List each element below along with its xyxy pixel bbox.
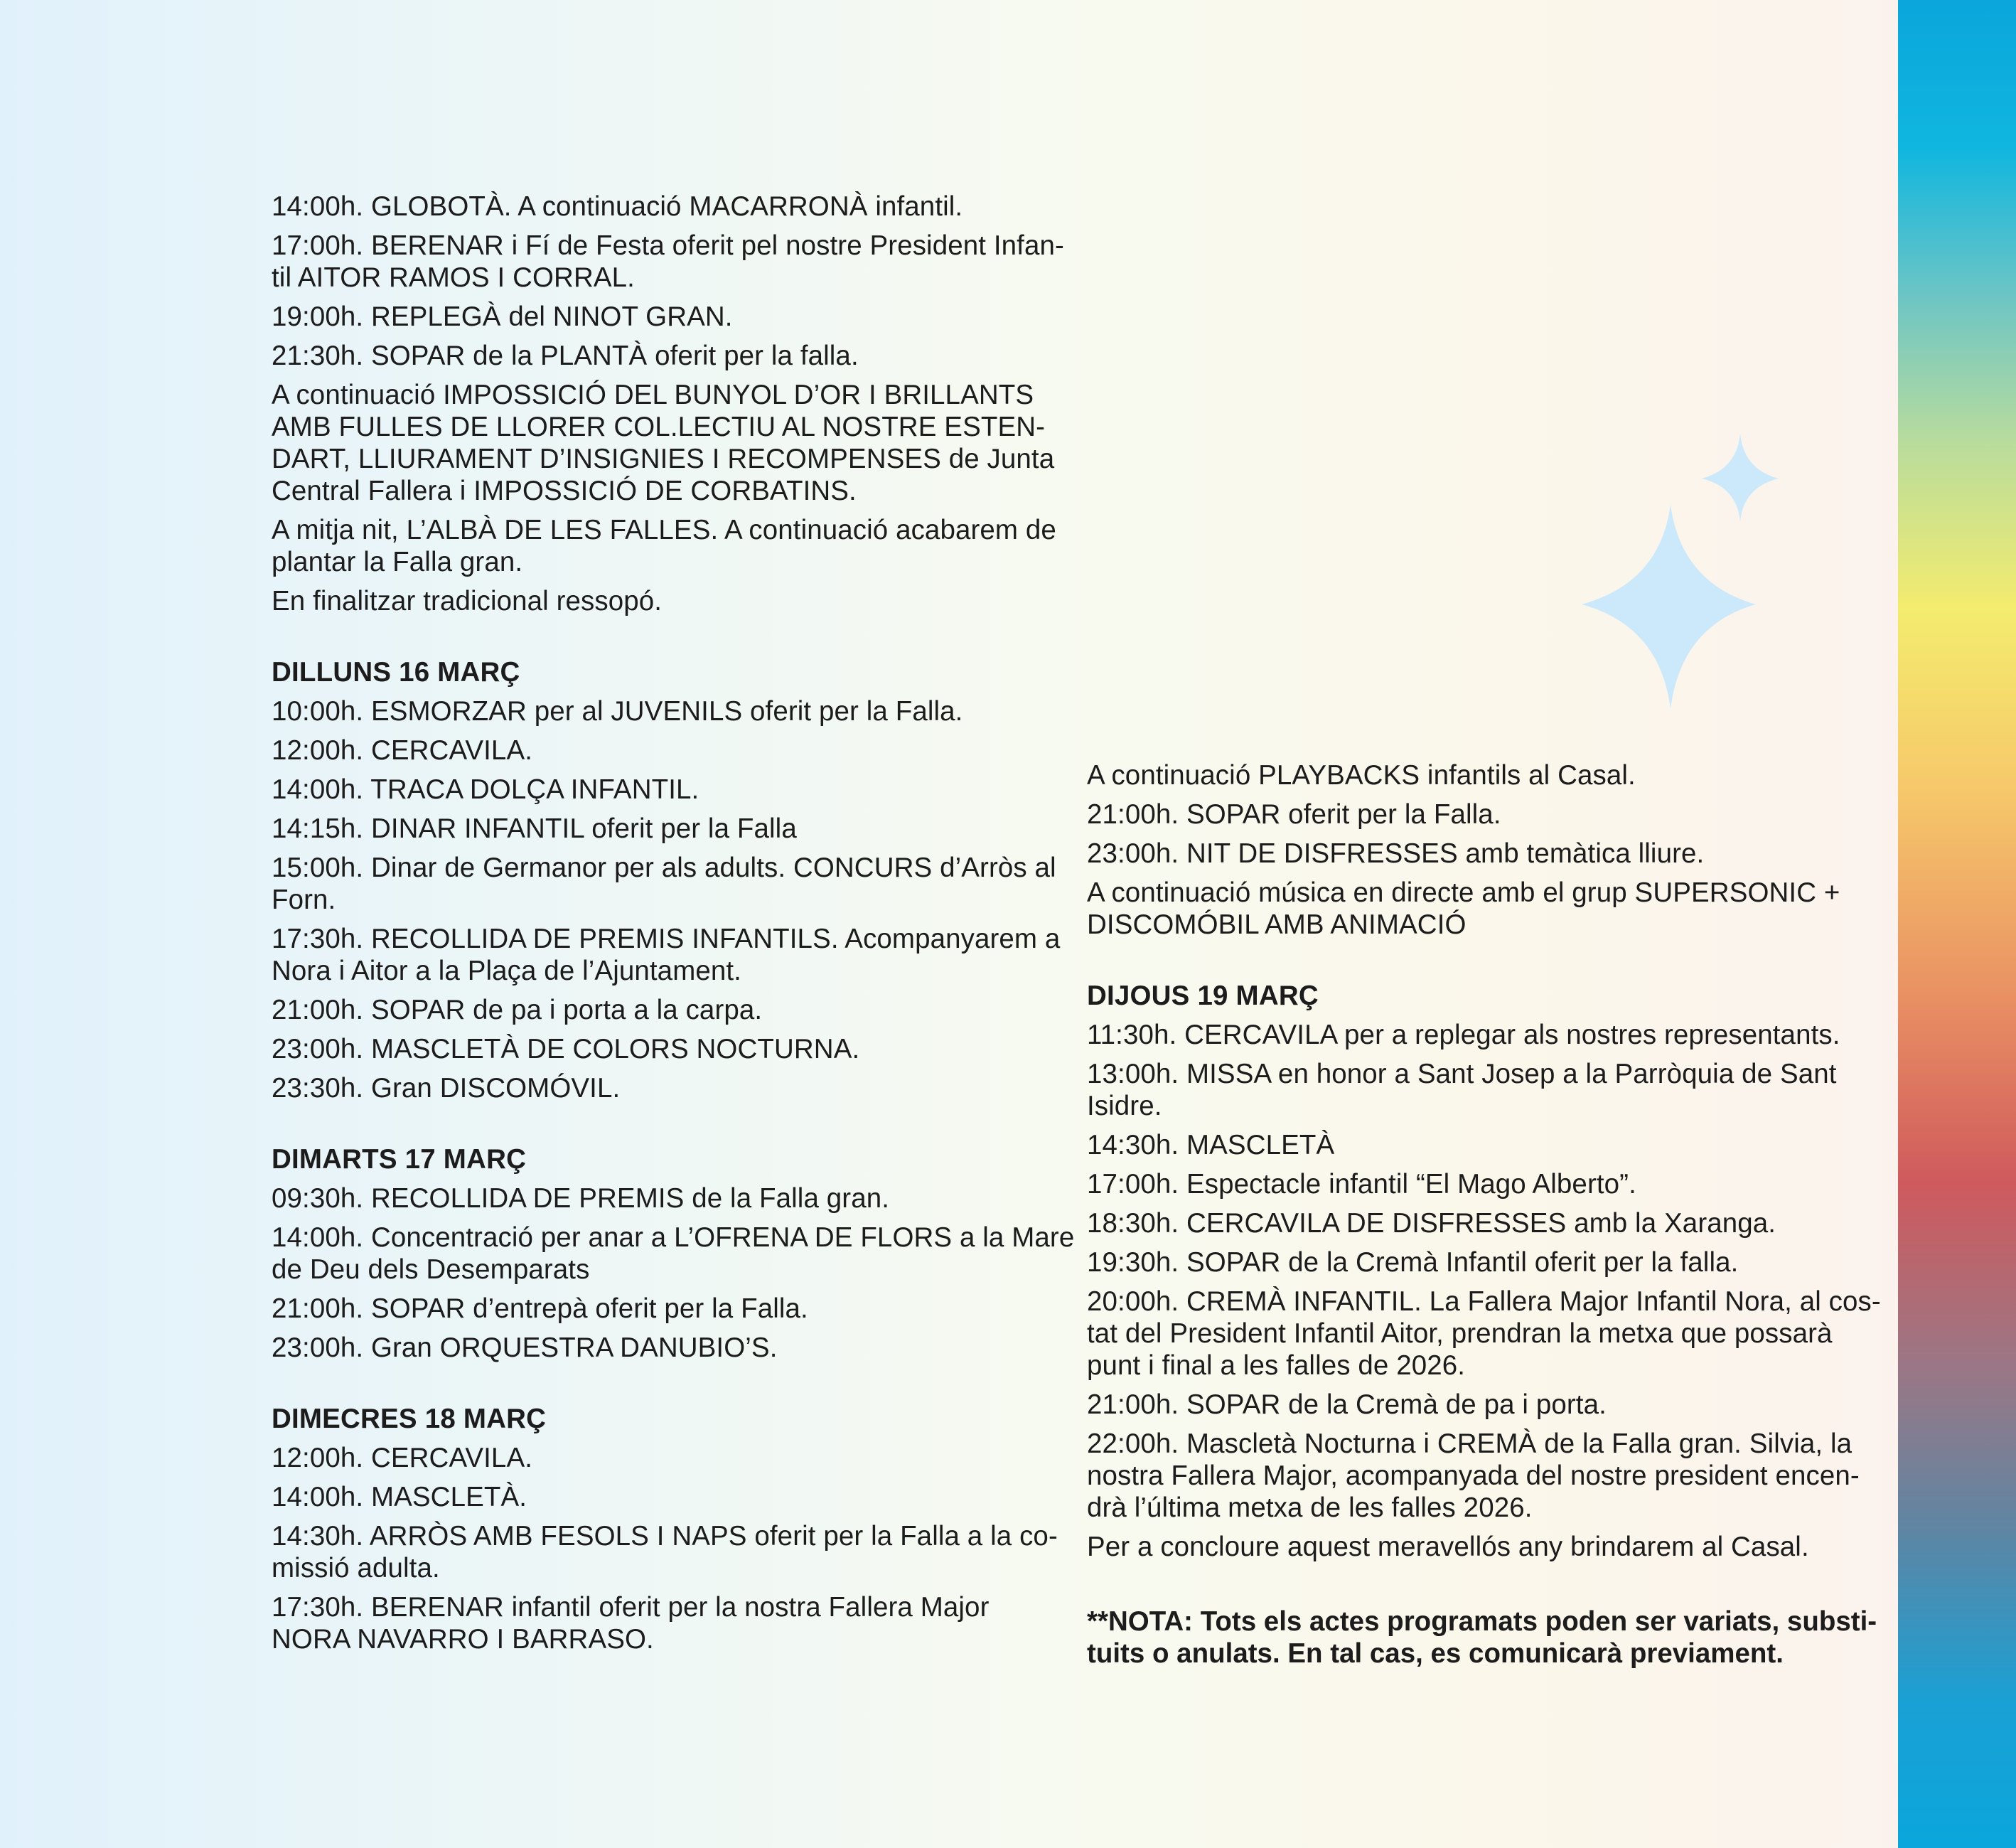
rainbow-stripe bbox=[1898, 0, 2016, 1848]
schedule-item: 21:00h. SOPAR de la Cremà de pa i porta. bbox=[1087, 1389, 1607, 1420]
schedule-item: 23:00h. MASCLETÀ DE COLORS NOCTURNA. bbox=[272, 1034, 860, 1064]
day-heading-dimecres: DIMECRES 18 MARÇ bbox=[272, 1404, 547, 1434]
schedule-item: 12:00h. CERCAVILA. bbox=[272, 735, 533, 766]
schedule-item: A mitja nit, L’ALBÀ DE LES FALLES. A continuació acabarem de plantar la Falla gran. bbox=[272, 515, 1056, 577]
schedule-item: 23:00h. Gran ORQUESTRA DANUBIO’S. bbox=[272, 1332, 778, 1363]
schedule-item: A continuació PLAYBACKS infantils al Casal. bbox=[1087, 760, 1636, 791]
schedule-item: A continuació IMPOSSICIÓ DEL BUNYOL D’OR I BRILLANTS AMB FULLES DE LLORER COL.LECTIU AL NOSTRE ESTEN- DART, LLIURAMENT D’INSIGNIES I RECOMPENSES de Junta Central Fallera i IMPOSSICIÓ DE CORBATINS. bbox=[272, 380, 1055, 506]
schedule-item: 21:00h. SOPAR d’entrepà oferit per la Falla. bbox=[272, 1293, 808, 1324]
schedule-item: 22:00h. Mascletà Nocturna i CREMÀ de la Falla gran. Silvia, la nostra Fallera Major, acompanyada del nostre president encen- drà l’última metxa de les falles 2026. bbox=[1087, 1428, 1860, 1523]
schedule-item: 11:30h. CERCAVILA per a replegar als nostres representants. bbox=[1087, 1020, 1840, 1050]
schedule-item: 18:30h. CERCAVILA DE DISFRESSES amb la Xaranga. bbox=[1087, 1208, 1776, 1239]
day-heading-dijous: DIJOUS 19 MARÇ bbox=[1087, 981, 1319, 1011]
schedule-item: 21:00h. SOPAR de pa i porta a la carpa. bbox=[272, 995, 763, 1025]
day-heading-dilluns: DILLUNS 16 MARÇ bbox=[272, 657, 520, 688]
nota-note: **NOTA: Tots els actes programats poden ser variats, substi- tuits o anulats. En tal cas, es comunicarà previament. bbox=[1087, 1606, 1877, 1669]
schedule-item: 23:00h. NIT DE DISFRESSES amb temàtica lliure. bbox=[1087, 838, 1705, 869]
schedule-item: 14:00h. TRACA DOLÇA INFANTIL. bbox=[272, 774, 699, 805]
schedule-item: 09:30h. RECOLLIDA DE PREMIS de la Falla gran. bbox=[272, 1183, 890, 1214]
schedule-item: 10:00h. ESMORZAR per al JUVENILS oferit per la Falla. bbox=[272, 696, 963, 727]
schedule-item: 21:00h. SOPAR oferit per la Falla. bbox=[1087, 799, 1501, 830]
schedule-item: 17:30h. BERENAR infantil oferit per la nostra Fallera Major NORA NAVARRO I BARRASO. bbox=[272, 1592, 990, 1655]
left-column bbox=[272, 191, 1075, 1662]
schedule-item: A continuació música en directe amb el grup SUPERSONIC + DISCOMÓBIL AMB ANIMACIÓ bbox=[1087, 877, 1840, 940]
schedule-item: 13:00h. MISSA en honor a Sant Josep a la Parròquia de Sant Isidre. bbox=[1087, 1059, 1837, 1121]
schedule-item: 12:00h. CERCAVILA. bbox=[272, 1443, 533, 1473]
schedule-item: 23:30h. Gran DISCOMÓVIL. bbox=[272, 1073, 621, 1104]
schedule-item: 15:00h. Dinar de Germanor per als adults. CONCURS d’Arròs al Forn. bbox=[272, 853, 1056, 915]
right-column bbox=[1087, 759, 1883, 1670]
sparkle-icon bbox=[1578, 430, 1791, 715]
intro-block bbox=[272, 191, 1075, 617]
schedule-item: 19:00h. REPLEGÀ del NINOT GRAN. bbox=[272, 301, 733, 332]
schedule-item: Per a concloure aquest meravellós any brindarem al Casal. bbox=[1087, 1532, 1809, 1562]
schedule-item: 20:00h. CREMÀ INFANTIL. La Fallera Major Infantil Nora, al cos- tat del President Infantil Aitor, prendran la metxa que possarà punt i final a les falles de 2026. bbox=[1087, 1286, 1881, 1381]
schedule-item: 17:30h. RECOLLIDA DE PREMIS INFANTILS. Acompanyarem a Nora i Aitor a la Plaça de l’Ajuntament. bbox=[272, 924, 1061, 986]
schedule-item: En finalitzar tradicional ressopó. bbox=[272, 586, 663, 616]
schedule-item: 14:00h. MASCLETÀ. bbox=[272, 1482, 527, 1512]
day-heading-dimarts: DIMARTS 17 MARÇ bbox=[272, 1144, 527, 1175]
schedule-item: 14:00h. GLOBOTÀ. A continuació MACARRONÀ infantil. bbox=[272, 191, 963, 222]
schedule-item: 14:00h. Concentració per anar a L’OFRENA DE FLORS a la Mare de Deu dels Desemparats bbox=[272, 1222, 1075, 1285]
schedule-item: 17:00h. BERENAR i Fí de Festa oferit pel nostre President Infan- til AITOR RAMOS I CORRAL. bbox=[272, 230, 1064, 293]
schedule-item: 14:30h. ARRÒS AMB FESOLS I NAPS oferit per la Falla a la co- missió adulta. bbox=[272, 1521, 1058, 1583]
schedule-item: 17:00h. Espectacle infantil “El Mago Alberto”. bbox=[1087, 1169, 1636, 1200]
schedule-item: 14:15h. DINAR INFANTIL oferit per la Falla bbox=[272, 813, 797, 844]
schedule-item: 19:30h. SOPAR de la Cremà Infantil oferit per la falla. bbox=[1087, 1247, 1739, 1278]
schedule-item: 14:30h. MASCLETÀ bbox=[1087, 1130, 1335, 1160]
schedule-item: 21:30h. SOPAR de la PLANTÀ oferit per la falla. bbox=[272, 341, 859, 371]
